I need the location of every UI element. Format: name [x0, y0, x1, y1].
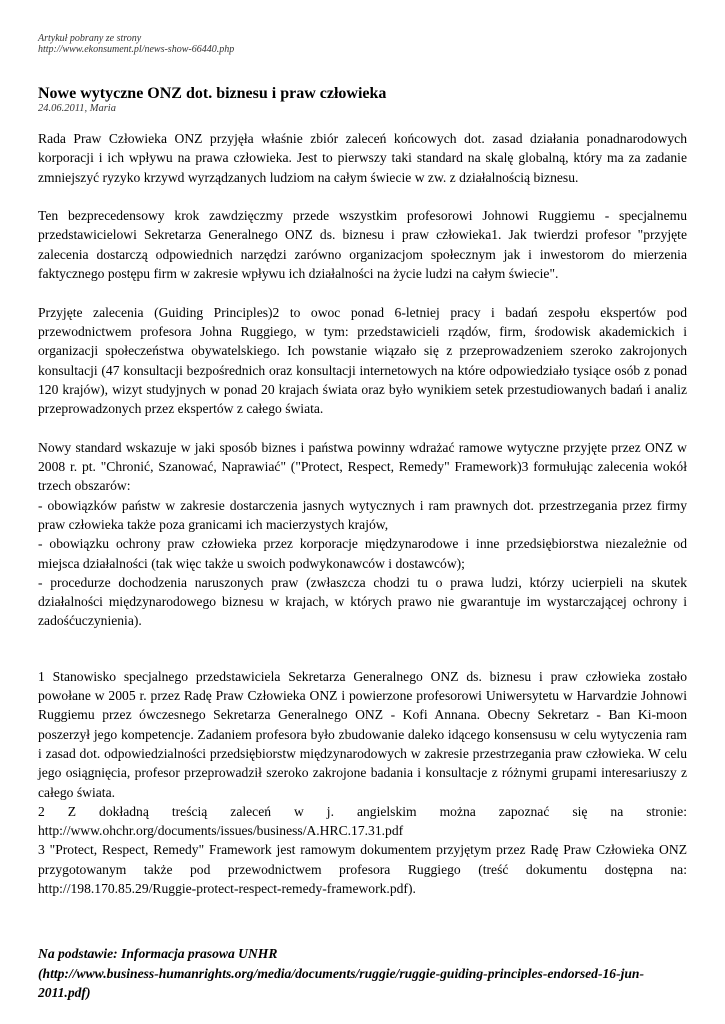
footnote-2: 2 Z dokładną treścią zaleceń w j. angielskim można zapoznać się na stronie: http://www.ohchr.org/documents/issues/business/A.HRC.17.31.pdf [38, 803, 687, 839]
footnotes [38, 667, 687, 899]
article-body [38, 129, 687, 631]
paragraph-3: Przyjęte zalecenia (Guiding Principles)2 to owoc ponad 6-letniej pracy i badań zespołu ekspertów pod przewodnictwem profesora Johna Ruggiego, w tym: przedstawicieli rządów, firm, środowisk akademickich i organizacji społeczeństwa obywatelskiego. Ich powstanie wiązało się z przeprowadzeniem szeroko zakrojonych konsultacji (47 konsultacji bezpośrednich oraz konsultacji internetowych na które odpowiedziało tysiące osób z ponad 120 krajów), wizyt studyjnych w ponad 20 krajach świata oraz było wynikiem setek przestudiowanych badań i analiz przeprowadzonych przez ekspertów z całego świata. [38, 304, 687, 417]
header-line-1: Artykuł pobrany ze strony [38, 33, 142, 44]
header-url: http://www.ekonsument.pl/news-show-66440.php [38, 44, 235, 55]
paragraph-2: Ten bezprecedensowy krok zawdzięczmy przede wszystkim profesorowi Johnowi Ruggiemu - specjalnemu przedstawicielowi Sekretarza Generalnego ONZ ds. biznesu i praw człowieka1. Jak twierdzi profesor "przyjęte zalecenia dostarczą odpowiednich narzędzi zarówno organizacjom społecznym jak i inwestorom do mierzenia faktycznego postępu firm w zakresie wpływu ich działalności na życie ludzi na całym świecie". [38, 208, 687, 282]
standard-item-2: - obowiązku ochrony praw człowieka przez korporacje międzynarodowe i inne przedsiębiorstwa niezależnie od miejsca działalności (tak więc także u swoich podwykonawców i dostawców); [38, 536, 687, 571]
source-attribution [38, 944, 687, 1002]
standard-item-3: - procedurze dochodzenia naruszonych praw (zwłaszcza chodzi tu o prawa ludzi, którzy ucierpieli na skutek działalności międzynarodowego biznesu w krajach, w których prawo nie gwarantuje im wystarczającej ochrony i zadośćuczynienia). [38, 574, 687, 629]
source-header [38, 33, 687, 55]
footnote-1: 1 Stanowisko specjalnego przedstawiciela Sekretarza Generalnego ONZ ds. biznesu i praw człowieka zostało powołane w 2005 r. przez Radę Praw Człowieka ONZ i powierzone profesorowi Uniwersytetu w Harvardzie Johnowi Ruggiemu przez ówczesnego Sekretarza Generalnego ONZ - Kofi Annana. Obecny Sekretarz - Ban Ki-moon poszerzył jego kompetencje. Zadaniem profesora było zbudowanie daleko idącego konsensusu w celu wytyczenia ram i zasad dot. odpowiedzialności przedsiębiorstw międzynarodowych w zakresie przestrzegania praw człowieka. W celu jego osiągnięcia, profesor przeprowadził szeroko zakrojone badania i konsultacje z różnymi grupami interesariuszy z całego świata. [38, 668, 687, 800]
document-page [38, 33, 687, 1002]
paragraph-1: Rada Praw Człowieka ONZ przyjęła właśnie zbiór zaleceń końcowych dot. zasad działania ponadnarodowych korporacji i ich wpływu na prawa człowieka. Jest to pierwszy taki standard na skalę globalną, który ma za zadanie zmniejszyć ryzyko krzywd wyrządzanych ludziom na całym świecie w zw. z działalnością biznesu. [38, 131, 687, 185]
article-title: Nowe wytyczne ONZ dot. biznesu i praw człowieka [38, 85, 387, 102]
standard-item-1: - obowiązków państw w zakresie dostarczenia jasnych wytycznych i ram prawnych dot. przestrzegania przez firmy praw człowieka także poza granicami ich macierzystych krajów, [38, 497, 687, 532]
standard-intro: Nowy standard wskazuje w jaki sposób biznes i państwa powinny wdrażać ramowe wytyczne przyjęte przez ONZ w 2008 r. pt. "Chronić, Szanować, Naprawiać" ("Protect, Respect, Remedy" Framework)3 formułując zalecenia wokół trzech obszarów: [38, 439, 687, 494]
source-link[interactable]: (http://www.business-humanrights.org/media/documents/ruggie/ruggie-guiding-principles-endorsed-16-jun-2011.pdf) [38, 965, 645, 1000]
article-date-author: 24.06.2011, Maria [38, 103, 116, 114]
footnote-3: 3 "Protect, Respect, Remedy" Framework jest ramowym dokumentem przyjętym przez Radę Praw Człowieka ONZ przygotowanym także pod przewodnictwem profesora Ruggiego (treść dokumentu dostępna na: http://198.170.85.29/Ruggie-protect-respect-remedy-framework.pdf). [38, 842, 687, 896]
source-label: Na podstawie: Informacja prasowa UNHR [38, 946, 278, 962]
standard-section [38, 438, 687, 631]
